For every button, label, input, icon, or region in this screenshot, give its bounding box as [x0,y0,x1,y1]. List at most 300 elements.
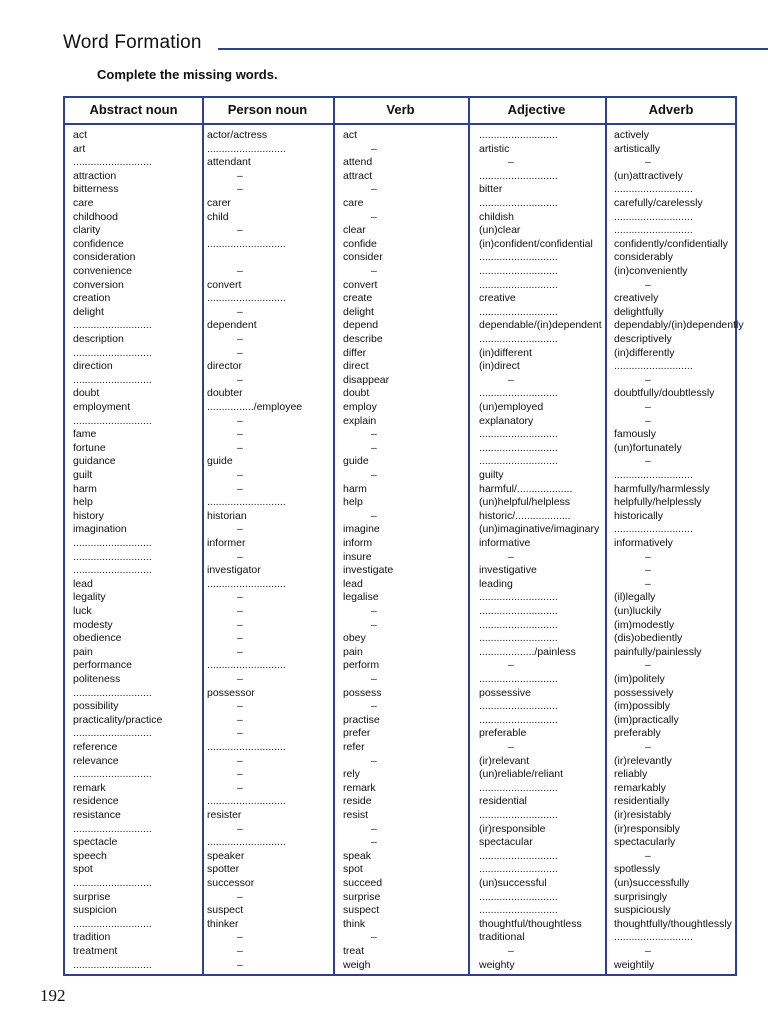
cell-adverb: residentially [614,795,670,808]
cell-abstract-noun: possibility [73,700,119,713]
cell-verb: resist [343,809,369,821]
cell-adverb: – [645,577,651,590]
header-abstract-noun: Abstract noun [89,102,178,117]
cell-verb: describe [343,333,383,345]
cell-verb: attract [343,169,373,182]
cell-person-noun: – [237,482,243,495]
cell-abstract-noun: employment [73,401,131,413]
cell-adverb: (dis)obediently [614,632,683,645]
cell-abstract-noun: consideration [73,251,136,264]
cell-verb: practise [343,713,380,726]
cell-abstract-noun: conversion [73,278,124,291]
cell-verb: rely [343,768,360,781]
cell-adjective: ........................... [479,904,558,917]
cell-adverb: ........................... [614,931,693,944]
cell-adjective: – [508,550,514,563]
cell-adjective: – [508,741,514,753]
cell-abstract-noun: delight [73,305,104,318]
column-divider [202,98,204,974]
column-divider [605,98,607,974]
cell-abstract-noun: ........................... [73,537,152,549]
cell-person-noun: ........................... [207,741,286,753]
cell-verb: treat [343,945,365,957]
cell-verb: – [371,265,377,277]
cell-person-noun: ........................... [207,659,286,672]
cell-abstract-noun: ........................... [73,346,152,359]
cell-abstract-noun: remark [73,781,106,794]
cell-person-noun: actor/actress [207,129,268,141]
cell-adjective: ........................... [479,809,558,821]
cell-person-noun: – [237,713,243,726]
cell-verb: – [371,605,377,617]
cell-person-noun: – [237,754,243,767]
cell-adjective: informative [479,537,531,549]
cell-abstract-noun: luck [73,605,92,617]
cell-abstract-noun: politeness [73,673,121,685]
cell-adverb: reliably [614,768,648,781]
page-title: Word Formation [63,32,202,53]
cell-adjective: (un)reliable/reliant [479,768,564,781]
cell-adjective: ........................... [479,428,558,441]
page-number: 192 [40,986,66,1005]
cell-person-noun: – [237,333,243,345]
cell-adverb: – [645,401,651,413]
cell-adjective: ........................... [479,890,558,903]
cell-adjective: ........................... [479,129,558,141]
cell-adverb: weightily [614,958,655,971]
cell-abstract-noun: performance [73,659,132,672]
cell-adjective: guilty [479,469,504,481]
cell-person-noun: – [237,945,243,957]
cell-abstract-noun: legality [73,591,106,604]
cell-abstract-noun: ........................... [73,414,152,427]
cell-adverb: (un)attractively [614,169,683,182]
cell-abstract-noun: fame [73,428,97,441]
cell-verb: succeed [343,877,383,889]
cell-adjective: ........................... [479,781,558,794]
cell-adjective: leading [479,577,513,590]
cell-abstract-noun: ........................... [73,373,152,386]
cell-adverb: carefully/carelessly [614,197,703,209]
cell-verb: depend [343,319,379,332]
cell-adjective: ........................... [479,441,558,454]
cell-abstract-noun: act [73,129,88,141]
header-verb: Verb [386,102,415,117]
cell-verb: inform [343,537,373,549]
cell-verb: – [371,183,377,196]
cell-abstract-noun: ........................... [73,727,152,740]
cell-verb: guide [343,455,369,468]
cell-adverb: (in)conveniently [614,265,688,277]
cell-adjective: explanatory [479,414,534,427]
cell-person-noun: – [237,673,243,685]
cell-verb: explain [343,414,377,427]
cell-verb: – [371,441,377,454]
cell-person-noun: historian [207,509,247,522]
cell-adverb: helpfully/helplessly [614,496,702,509]
cell-abstract-noun: care [73,197,94,209]
cell-verb: – [371,428,377,441]
cell-abstract-noun: modesty [73,618,113,631]
cell-adverb: suspiciously [614,904,671,917]
cell-abstract-noun: ........................... [73,156,152,169]
cell-adverb: painfully/painlessly [614,645,702,658]
cell-adverb: (ir)relevantly [614,754,672,767]
cell-abstract-noun: spectacle [73,836,118,849]
cell-verb: clear [343,224,366,237]
cell-person-noun: dependent [207,319,257,332]
cell-abstract-noun: lead [73,577,93,590]
cell-adverb: – [645,849,651,862]
header-adverb: Adverb [648,102,694,117]
cell-abstract-noun: ........................... [73,319,152,332]
cell-adverb: – [645,659,651,672]
cell-person-noun: – [237,305,243,318]
cell-abstract-noun: speech [73,849,107,862]
cell-adjective: childish [479,210,515,223]
cell-verb: act [343,129,358,141]
cell-person-noun: – [237,428,243,441]
cell-adverb: – [645,945,651,957]
cell-verb: harm [343,482,367,495]
cell-adjective: (un)successful [479,877,547,889]
cell-abstract-noun: ........................... [73,686,152,699]
cell-person-noun: ........................... [207,836,286,849]
cell-person-noun: ........................... [207,237,286,250]
cell-abstract-noun: ........................... [73,564,152,577]
cell-person-noun: – [237,414,243,427]
cell-adverb: delightfully [614,305,664,318]
cell-adjective: historic/................... [479,509,571,522]
cell-verb: care [343,197,364,209]
cell-person-noun: guide [207,455,233,468]
cell-adjective: residential [479,795,527,808]
cell-abstract-noun: treatment [73,945,118,957]
cell-abstract-noun: convenience [73,265,132,277]
cell-verb: disappear [343,373,390,386]
cell-adjective: ........................... [479,618,558,631]
cell-adjective: ........................... [479,169,558,182]
cell-adverb: – [645,156,651,169]
cell-verb: legalise [343,591,379,604]
cell-verb: – [371,836,377,849]
cell-abstract-noun: obedience [73,632,122,645]
cell-person-noun: ................/employee [207,401,303,413]
cell-adverb: actively [614,129,650,141]
cell-person-noun: ........................... [207,496,286,509]
cell-person-noun: ........................... [207,577,286,590]
cell-adjective: (in)different [479,346,532,359]
cell-adjective: investigative [479,564,537,577]
cell-verb: speak [343,849,372,862]
cell-adverb: ........................... [614,224,693,237]
cell-adverb: (un)luckily [614,605,662,617]
cell-abstract-noun: art [73,142,86,155]
cell-adverb: possessively [614,686,674,699]
cell-person-noun: director [207,360,243,373]
cell-adjective: artistic [479,142,510,155]
cell-adverb: doubtfully/doubtlessly [614,387,715,400]
header-adjective: Adjective [507,102,566,117]
cell-abstract-noun: spot [73,863,93,876]
cell-adjective: .................../painless [479,645,576,658]
cell-adjective: harmful/................... [479,482,573,495]
cell-abstract-noun: tradition [73,931,111,944]
cell-verb: doubt [343,387,370,400]
cell-person-noun: resister [207,809,242,821]
cell-abstract-noun: confidence [73,237,124,250]
cell-verb: refer [343,741,365,753]
cell-adverb: remarkably [614,781,666,794]
cell-adverb: – [645,373,651,386]
cell-verb: prefer [343,727,371,740]
cell-adjective: (un)imaginative/imaginary [479,523,600,536]
cell-adjective: – [508,659,514,672]
cell-person-noun: – [237,727,243,740]
cell-verb: confide [343,237,377,250]
cell-person-noun: investigator [207,564,261,577]
cell-abstract-noun: ........................... [73,877,152,889]
cell-person-noun: attendant [207,156,251,169]
header-divider [65,123,735,125]
cell-person-noun: informer [207,537,246,549]
cell-abstract-noun: doubt [73,387,100,400]
cell-verb: reside [343,795,372,808]
title-underline [218,48,768,50]
cell-abstract-noun: attraction [73,169,117,182]
cell-verb: possess [343,686,382,699]
cell-adverb: (un)fortunately [614,441,682,454]
cell-adjective: ........................... [479,849,558,862]
cell-person-noun: – [237,700,243,713]
cell-person-noun: – [237,632,243,645]
cell-adjective: spectacular [479,836,533,849]
cell-adverb: (ir)resistably [614,809,672,821]
cell-verb: imagine [343,523,380,536]
cell-person-noun: – [237,441,243,454]
cell-person-noun: – [237,931,243,944]
cell-person-noun: – [237,169,243,182]
cell-adjective: ........................... [479,713,558,726]
cell-abstract-noun: description [73,333,124,345]
cell-verb: employ [343,401,377,413]
cell-abstract-noun: ........................... [73,550,152,563]
cell-adjective: weighty [479,958,515,971]
cell-adjective: possessive [479,686,531,699]
cell-adjective: – [508,156,514,169]
cell-adverb: thoughtfully/thoughtlessly [614,917,732,930]
cell-adverb: dependably/(in)dependently [614,319,744,332]
cell-adverb: (im)politely [614,673,665,685]
column-divider [468,98,470,974]
cell-adjective: (un)clear [479,224,521,237]
cell-abstract-noun: ........................... [73,917,152,930]
cell-abstract-noun: relevance [73,754,119,767]
cell-adverb: descriptively [614,333,672,345]
cell-abstract-noun: childhood [73,210,118,223]
cell-person-noun: – [237,523,243,536]
cell-verb: suspect [343,904,380,917]
column-divider [333,98,335,974]
cell-verb: differ [343,346,367,359]
cell-abstract-noun: resistance [73,809,121,821]
cell-adverb: creatively [614,292,659,305]
cell-adverb: surprisingly [614,890,668,903]
cell-verb: – [371,618,377,631]
cell-adverb: – [645,455,651,468]
cell-adverb: informatively [614,537,673,549]
cell-adverb: – [645,564,651,577]
cell-verb: create [343,292,373,305]
cell-adjective: creative [479,292,516,305]
cell-adjective: thoughtful/thoughtless [479,917,582,930]
cell-abstract-noun: imagination [73,523,127,536]
cell-adverb: (ir)responsibly [614,822,680,835]
cell-abstract-noun: guilt [73,469,93,481]
cell-person-noun: – [237,373,243,386]
cell-adjective: (un)helpful/helpless [479,496,571,509]
cell-adjective: ........................... [479,455,558,468]
cell-verb: insure [343,550,372,563]
cell-abstract-noun: pain [73,645,93,658]
cell-abstract-noun: residence [73,795,119,808]
cell-abstract-noun: fortune [73,441,106,454]
word-formation-table [63,96,744,976]
cell-person-noun: – [237,618,243,631]
cell-adjective: preferable [479,727,527,740]
cell-person-noun: – [237,781,243,794]
cell-verb: delight [343,305,374,318]
cell-person-noun: carer [207,197,231,209]
cell-adjective: (ir)responsible [479,822,546,835]
cell-adjective: ........................... [479,605,558,617]
cell-verb: consider [343,251,383,264]
cell-verb: perform [343,659,380,672]
cell-adverb: (im)modestly [614,618,675,631]
cell-adverb: ........................... [614,523,693,536]
cell-adverb: historically [614,509,664,522]
cell-verb: remark [343,781,376,794]
cell-abstract-noun: suspicion [73,904,117,917]
cell-abstract-noun: help [73,496,93,509]
cell-adjective: ........................... [479,333,558,345]
cell-abstract-noun: creation [73,292,111,305]
cell-adverb: harmfully/harmlessly [614,482,710,495]
cell-abstract-noun: ........................... [73,768,152,781]
header-person-noun: Person noun [227,102,308,117]
cell-person-noun: suspect [207,904,244,917]
cell-adverb: – [645,278,651,291]
cell-adjective: ........................... [479,251,558,264]
cell-person-noun: convert [207,278,242,291]
cell-person-noun: speaker [207,849,245,862]
cell-adjective: – [508,945,514,957]
cell-adverb: ........................... [614,210,693,223]
cell-person-noun: ........................... [207,292,286,305]
cell-adverb: (in)differently [614,346,675,359]
cell-person-noun: possessor [207,686,255,699]
cell-person-noun: – [237,958,243,971]
cell-adjective: (un)employed [479,401,544,413]
cell-verb: – [371,700,377,713]
cell-verb: – [371,469,377,481]
cell-abstract-noun: direction [73,360,113,373]
cell-abstract-noun: ........................... [73,822,152,835]
cell-adverb: – [645,741,651,753]
cell-adjective: (in)direct [479,360,520,373]
cell-adjective: ........................... [479,387,558,400]
cell-verb: – [371,822,377,835]
cell-adverb: (un)successfully [614,877,690,889]
cell-adverb: (im)possibly [614,700,671,713]
cell-adverb: artistically [614,142,661,155]
cell-verb: spot [343,863,363,876]
cell-adverb: famously [614,428,657,441]
cell-abstract-noun: ........................... [73,958,152,971]
cell-adverb: – [645,550,651,563]
cell-adverb: ........................... [614,183,693,196]
cell-person-noun: doubter [207,387,243,400]
cell-adjective: bitter [479,183,503,196]
cell-verb: – [371,509,377,522]
cell-person-noun: – [237,550,243,563]
cell-adjective: ........................... [479,305,558,318]
cell-adverb: ........................... [614,469,693,481]
cell-verb: – [371,754,377,767]
instruction-text: Complete the missing words. [97,67,278,82]
cell-adverb: considerably [614,251,673,264]
cell-adjective: ........................... [479,863,558,876]
cell-adjective: ........................... [479,278,558,291]
cell-person-noun: ........................... [207,795,286,808]
cell-adjective: (ir)relevant [479,754,530,767]
cell-adjective: ........................... [479,197,558,209]
cell-person-noun: – [237,265,243,277]
cell-adverb: spectacularly [614,836,676,849]
cell-verb: surprise [343,890,381,903]
cell-verb: – [371,673,377,685]
cell-abstract-noun: guidance [73,455,116,468]
cell-person-noun: spotter [207,863,240,876]
cell-abstract-noun: practicality/practice [73,713,163,726]
cell-adjective: ........................... [479,591,558,604]
cell-verb: direct [343,360,369,373]
cell-verb: help [343,496,363,509]
cell-person-noun: – [237,645,243,658]
cell-person-noun: – [237,822,243,835]
cell-person-noun: – [237,183,243,196]
cell-adjective: ........................... [479,700,558,713]
cell-person-noun: successor [207,877,255,889]
cell-adverb: spotlessly [614,863,661,876]
cell-verb: obey [343,632,366,645]
cell-adjective: ........................... [479,673,558,685]
cell-person-noun: – [237,469,243,481]
cell-verb: investigate [343,564,394,577]
cell-abstract-noun: bitterness [73,183,119,196]
cell-verb: lead [343,577,363,590]
cell-adjective: dependable/(in)dependent [479,319,602,332]
cell-person-noun: – [237,224,243,237]
cell-person-noun: – [237,605,243,617]
cell-abstract-noun: surprise [73,890,111,903]
cell-person-noun: – [237,890,243,903]
cell-abstract-noun: harm [73,482,97,495]
cell-verb: weigh [343,958,371,971]
cell-adverb: (il)legally [614,591,656,604]
cell-verb: – [371,142,377,155]
cell-adverb: – [645,414,651,427]
